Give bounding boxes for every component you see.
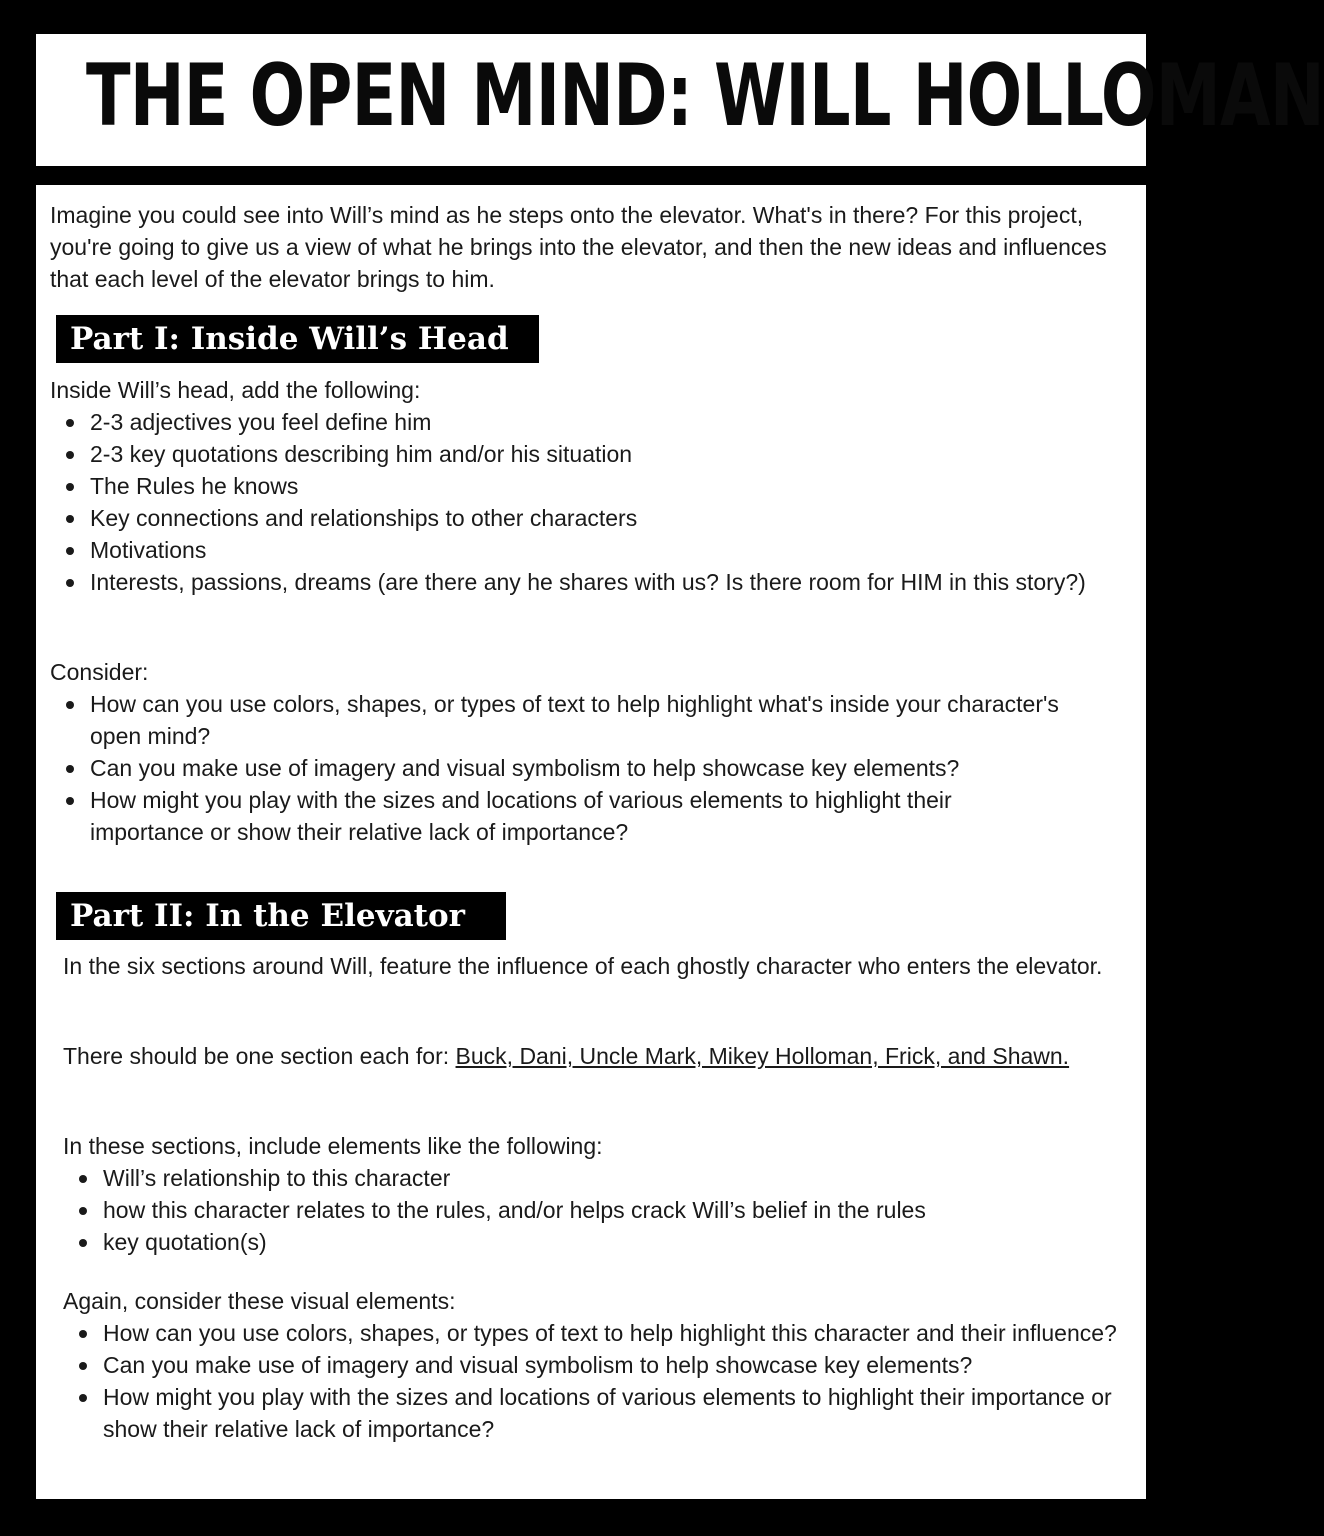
list-item: Motivations [50, 534, 1120, 566]
list-item: How can you use colors, shapes, or types of text to help highlight this character and their influence? [63, 1317, 1123, 1349]
part2-heading: Part II: In the Elevator [56, 892, 506, 940]
character-names: Buck, Dani, Uncle Mark, Mikey Holloman, Frick, and Shawn. [455, 1043, 1070, 1069]
part1-lead: Inside Will’s head, add the following: [50, 377, 421, 403]
part1-heading: Part I: Inside Will’s Head [56, 315, 539, 363]
list-item: 2-3 adjectives you feel define him [50, 406, 1120, 438]
content-panel [36, 185, 1146, 1499]
list-item: Can you make use of imagery and visual symbolism to help showcase key elements? [63, 1349, 1123, 1381]
list-item: Will’s relationship to this character [63, 1162, 1123, 1194]
part2-list [63, 1162, 1123, 1258]
sections-prefix: There should be one section each for: [63, 1043, 456, 1069]
list-item: how this character relates to the rules, and/or helps crack Will’s belief in the rules [63, 1194, 1123, 1226]
list-item: Key connections and relationships to other characters [50, 502, 1120, 534]
part1-consider-label: Consider: [50, 659, 149, 685]
part2-lead: In these sections, include elements like the following: [63, 1133, 603, 1159]
part2-sections-line [63, 1040, 1113, 1072]
part2-consider-label: Again, consider these visual elements: [63, 1288, 456, 1314]
list-item: Interests, passions, dreams (are there any he shares with us? Is there room for HIM in this story?) [50, 566, 1120, 598]
list-item: key quotation(s) [63, 1226, 1123, 1258]
page-title: THE OPEN MIND: WILL HOLLOMAN [86, 46, 1324, 146]
list-item: The Rules he knows [50, 470, 1120, 502]
list-item: How might you play with the sizes and locations of various elements to highlight their importance or show their relative lack of importance? [50, 784, 1060, 848]
list-item: How might you play with the sizes and locations of various elements to highlight their importance or show their relative lack of importance? [63, 1381, 1123, 1445]
intro-paragraph: Imagine you could see into Will’s mind as he steps onto the elevator. What's in there? For this project, you're going to give us a view of what he brings into the elevator, and then the new ideas and influences that each level of the elevator brings to him. [50, 202, 1107, 292]
part1-consider-list [50, 688, 1060, 848]
part2-consider-list [63, 1317, 1123, 1445]
list-item: 2-3 key quotations describing him and/or his situation [50, 438, 1120, 470]
title-banner [36, 34, 1324, 166]
part1-list [50, 406, 1120, 598]
list-item: How can you use colors, shapes, or types of text to help highlight what's inside your character's open mind? [50, 688, 1060, 752]
list-item: Can you make use of imagery and visual symbolism to help showcase key elements? [50, 752, 1060, 784]
part2-intro: In the six sections around Will, feature the influence of each ghostly character who enters the elevator. [63, 953, 1103, 979]
